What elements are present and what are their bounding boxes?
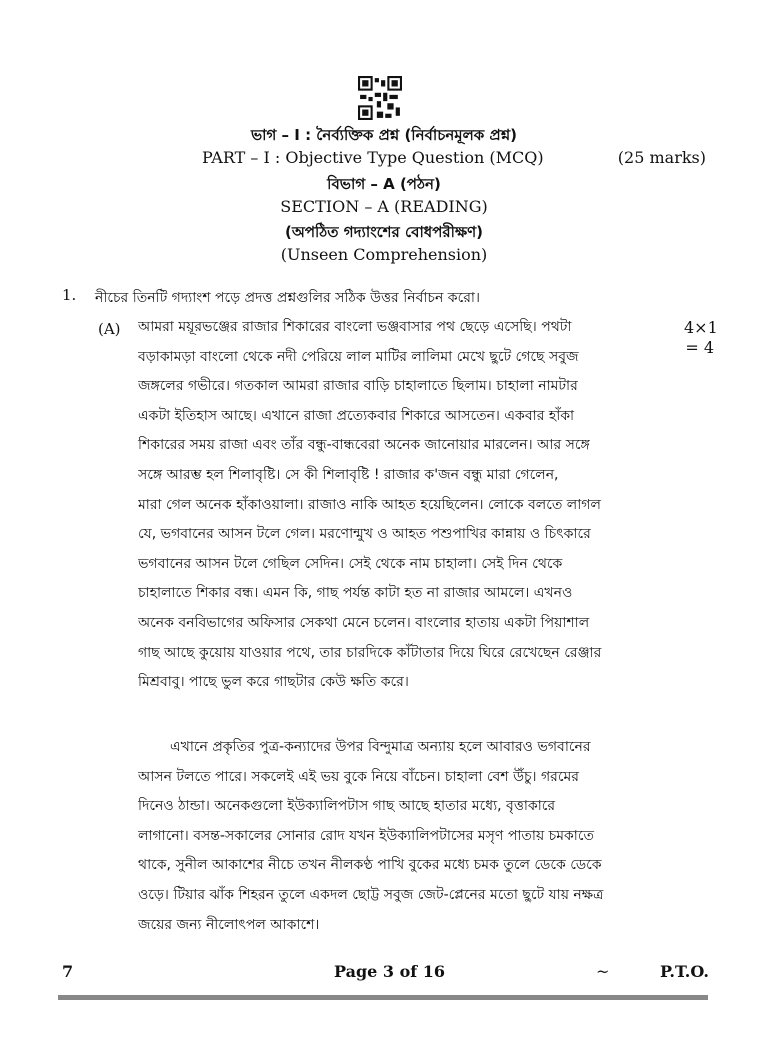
paper-code: 7 xyxy=(62,962,74,981)
passage-line: চাহালাতে শিকার বন্ধ। এমন কি, গাছ পর্যন্ত কাটা হত না রাজার আমলে। এখনও xyxy=(138,585,573,602)
page-number: Page 3 of 16 xyxy=(334,962,445,981)
passage-line: মারা গেল অনেক হাঁকাওয়ালা। রাজাও নাকি আহত হয়েছিলেন। লোকে বলতে লাগল xyxy=(138,496,601,513)
part-title-english: PART – I : Objective Type Question (MCQ) xyxy=(202,148,544,167)
passage-line: ওড়ে। টিয়ার ঝাঁক শিহরন তুলে একদল ছোট্ট সবুজ জেট-প্লেনের মতো ছুটে যায় নক্ষত্র xyxy=(138,886,604,903)
qr-code-icon xyxy=(358,76,402,120)
subtitle-english: (Unseen Comprehension) xyxy=(280,245,488,264)
passage-line: ভগবানের আসন টলে গেছিল সেদিন। সেই থেকে নাম চাহালা। সেই দিন থেকে xyxy=(138,555,563,572)
passage-line: জয়ের জন্য নীলোৎপল আকাশে। xyxy=(138,916,320,933)
passage-line: মিশ্রবাবু। পাছে ভুল করে গাছটার কেউ ক্ষতি করে। xyxy=(138,674,409,691)
passage-line: বড়াকামড়া বাংলো থেকে নদী পেরিয়ে লাল মাটির লালিমা মেখে ছুটে গেছে সবুজ xyxy=(138,348,579,365)
passage-line: থাকে, সুনীল আকাশের নীচে তখন নীলকণ্ঠ পাখি বুকের মধ্যে চমক তুলে ডেকে ডেকে xyxy=(138,857,602,874)
passage-paragraph-2 xyxy=(138,733,668,940)
section-title-english: SECTION – A (READING) xyxy=(280,197,488,216)
passage-line: আসন টলতে পারে। সকলেই এই ভয় বুকে নিয়ে বাঁচেন। চাহালা বেশ উঁচু। গরমের xyxy=(138,768,579,785)
passage-line: সঙ্গে আরম্ভ হল শিলাবৃষ্টি। সে কী শিলাবৃষ্টি ! রাজার ক'জন বন্ধু মারা গেলেন, xyxy=(138,466,559,483)
total-marks: (25 marks) xyxy=(617,148,706,167)
footer-rule xyxy=(58,995,708,1000)
passage-line: একটা ইতিহাস আছে। এখানে রাজা প্রত্যেকবার শিকারে আসতেন। একবার হাঁকা xyxy=(138,407,575,424)
passage-line: গাছ আছে কুয়োয় যাওয়ার পথে, তার চারদিকে কাঁটাতার দিয়ে ঘিরে রেখেছেন রেঞ্জার xyxy=(138,644,602,661)
passage-paragraph-1 xyxy=(138,313,668,698)
tilde-mark: ~ xyxy=(596,962,610,981)
passage-line: অনেক বনবিভাগের অফিসার সেকথা মেনে চলেন। বাংলোর হাতায় একটা পিয়াশাল xyxy=(138,614,590,631)
part-title-bengali: ভাগ – I : নৈর্ব্যক্তিক প্রশ্ন (নির্বাচনমূলক প্রশ্ন) xyxy=(250,126,518,144)
subtitle-bengali: (অপঠিত গদ্যাংশের বোধপরীক্ষণ) xyxy=(284,223,484,241)
passage-line: লাগানো। বসন্ত-সকালের সোনার রোদ যখন ইউক্যালিপটাসের মসৃণ পাতায় চমকাতে xyxy=(138,827,594,844)
passage-line: যে, ভগবানের আসন টলে গেল। মরণোন্মুখ ও আহত পশুপাখির কান্নায় ও চিৎকারে xyxy=(138,526,591,543)
question-number: 1. xyxy=(62,286,77,304)
passage-marks-line2: = 4 xyxy=(685,338,714,357)
passage-marks-line1: 4×1 xyxy=(684,318,718,337)
passage-label: (A) xyxy=(98,320,121,338)
passage-marks xyxy=(684,318,718,358)
passage-line: শিকারের সময় রাজা এবং তাঁর বন্ধু-বান্ধবেরা অনেক জানোয়ার মারলেন। আর সঙ্গে xyxy=(138,437,590,454)
pto-label: P.T.O. xyxy=(660,962,709,981)
passage-line: জঙ্গলের গভীরে। গতকাল আমরা রাজার বাড়ি চাহালাতে ছিলাম। চাহালা নামটার xyxy=(138,378,578,395)
section-title-bengali: বিভাগ – A (পঠন) xyxy=(327,175,441,193)
passage-line: এখানে প্রকৃতির পুত্র-কন্যাদের উপর বিন্দুমাত্র অন্যায় হলে আবারও ভগবানের xyxy=(170,739,591,755)
question-instruction: নীচের তিনটি গদ্যাংশ পড়ে প্রদত্ত প্রশ্নগুলির সঠিক উত্তর নির্বাচন করো। xyxy=(95,290,480,306)
passage-line: দিনেও ঠান্ডা। অনেকগুলো ইউক্যালিপটাস গাছ আছে হাতার মধ্যে, বৃত্তাকারে xyxy=(138,798,556,815)
passage-line: আমরা ময়ূরভঞ্জের রাজার শিকারের বাংলো ভঞ্জবাসার পথ ছেড়ে এসেছি। পথটা xyxy=(138,319,572,335)
